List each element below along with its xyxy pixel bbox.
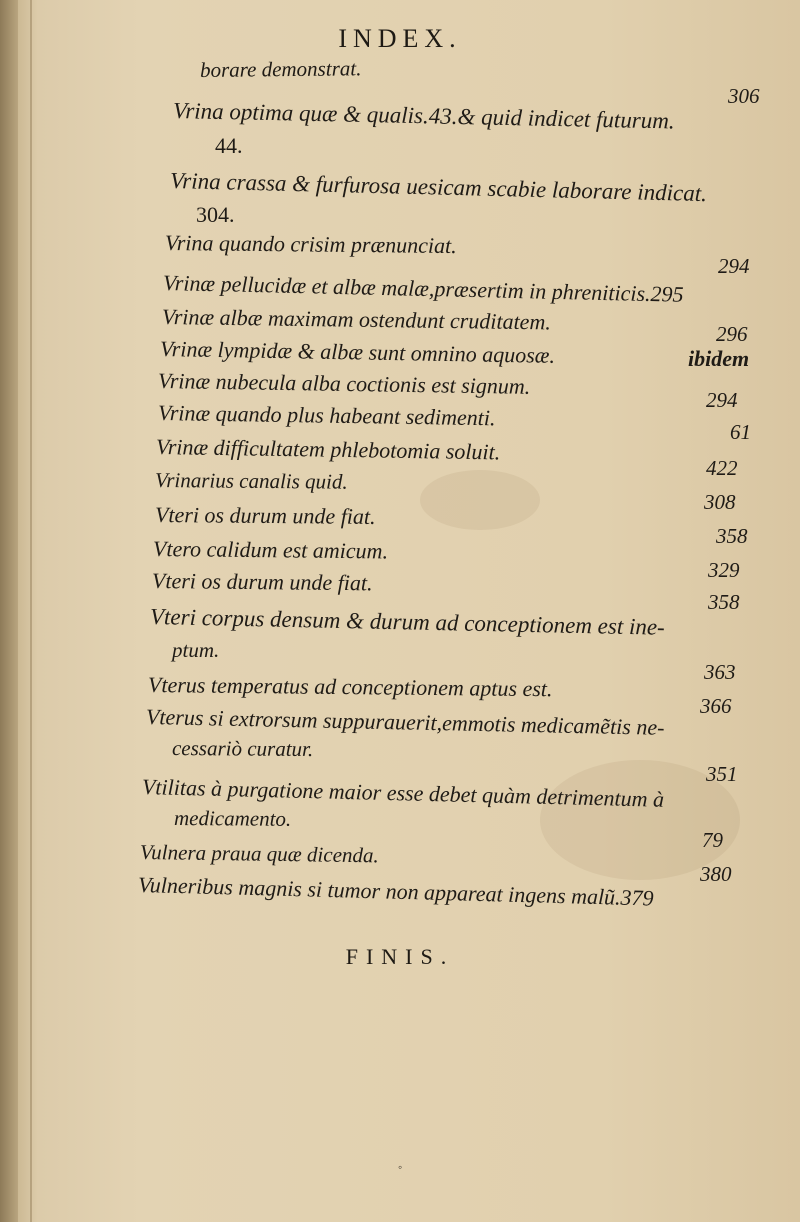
- index-entry: Vulneribus magnis si tumor non appareat ingens malũ.379: [137, 872, 654, 911]
- page-number: 358: [708, 590, 740, 614]
- index-entry-continuation: medicamento.: [173, 806, 292, 831]
- index-entry: Vrina crassa & furfurosa uesicam scabie laborare indicat.: [169, 168, 708, 207]
- page-number: 294: [718, 254, 750, 278]
- index-entry: Vrinæ difficultatem phlebotomia soluit.: [155, 434, 501, 465]
- page-number: 61: [730, 420, 751, 444]
- index-entry: Vterus si extrorsum suppurauerit,emmotis medicamẽtis ne-: [145, 704, 665, 740]
- page-number: 308: [704, 490, 736, 514]
- index-entry-continuation: 44.: [215, 133, 243, 158]
- index-entry: Vteri os durum unde fiat.: [151, 568, 373, 596]
- page-number: 306: [728, 84, 760, 108]
- page-number: 294: [706, 388, 738, 412]
- index-entry: Vrinæ pellucidæ et albæ malæ,præsertim in phreniticis.295: [162, 270, 684, 307]
- index-header: INDEX.: [338, 24, 462, 53]
- index-entry: Vulnera praua quæ dicenda.: [139, 840, 379, 868]
- index-entry: Vrina quando crisim prænunciat.: [164, 230, 457, 259]
- page-number: 358: [716, 524, 748, 548]
- index-entry-continuation: 304.: [196, 202, 235, 227]
- index-entry: Vtero calidum est amicum.: [152, 536, 389, 564]
- index-entry: borare demonstrat.: [199, 56, 362, 82]
- page-number: 366: [700, 694, 732, 718]
- index-entry: Vteri corpus densum & durum ad conceptionem est ine-: [149, 604, 666, 640]
- page-number: 422: [706, 456, 738, 480]
- index-entry: Vrina optima quæ & qualis.43.& quid indicet futurum.: [172, 98, 675, 134]
- index-entry-continuation: ptum.: [172, 638, 220, 662]
- index-entry: Vrinæ lympidæ & albæ sunt omnino aquosæ.: [159, 336, 556, 368]
- index-entry: Vrinæ albæ maximam ostendunt cruditatem.: [161, 304, 552, 335]
- page-number: 329: [708, 558, 740, 582]
- index-entry: Vrinarius canalis quid.: [154, 468, 348, 494]
- index-entry-continuation: cessariò curatur.: [171, 736, 314, 761]
- page-number: 380: [700, 862, 732, 886]
- index-entry: Vrinæ nubecula alba coctionis est signum.: [157, 368, 531, 399]
- index-entry: Vterus temperatus ad conceptionem aptus est.: [147, 672, 553, 702]
- page-number: ibidem: [688, 346, 750, 371]
- index-entry: Vrinæ quando plus habeant sedimenti.: [157, 400, 496, 431]
- page-number: 296: [716, 322, 748, 346]
- finis-footer: FINIS.: [345, 944, 455, 969]
- printer-mark: ◦: [398, 1160, 403, 1174]
- index-entry: Vteri os durum unde fiat.: [154, 502, 376, 529]
- page-number: 363: [704, 660, 736, 684]
- index-entry: Vtilitas à purgatione maior esse debet quàm detrimentum à: [141, 774, 665, 812]
- page-number: 351: [706, 762, 738, 786]
- page-number: 79: [702, 828, 723, 852]
